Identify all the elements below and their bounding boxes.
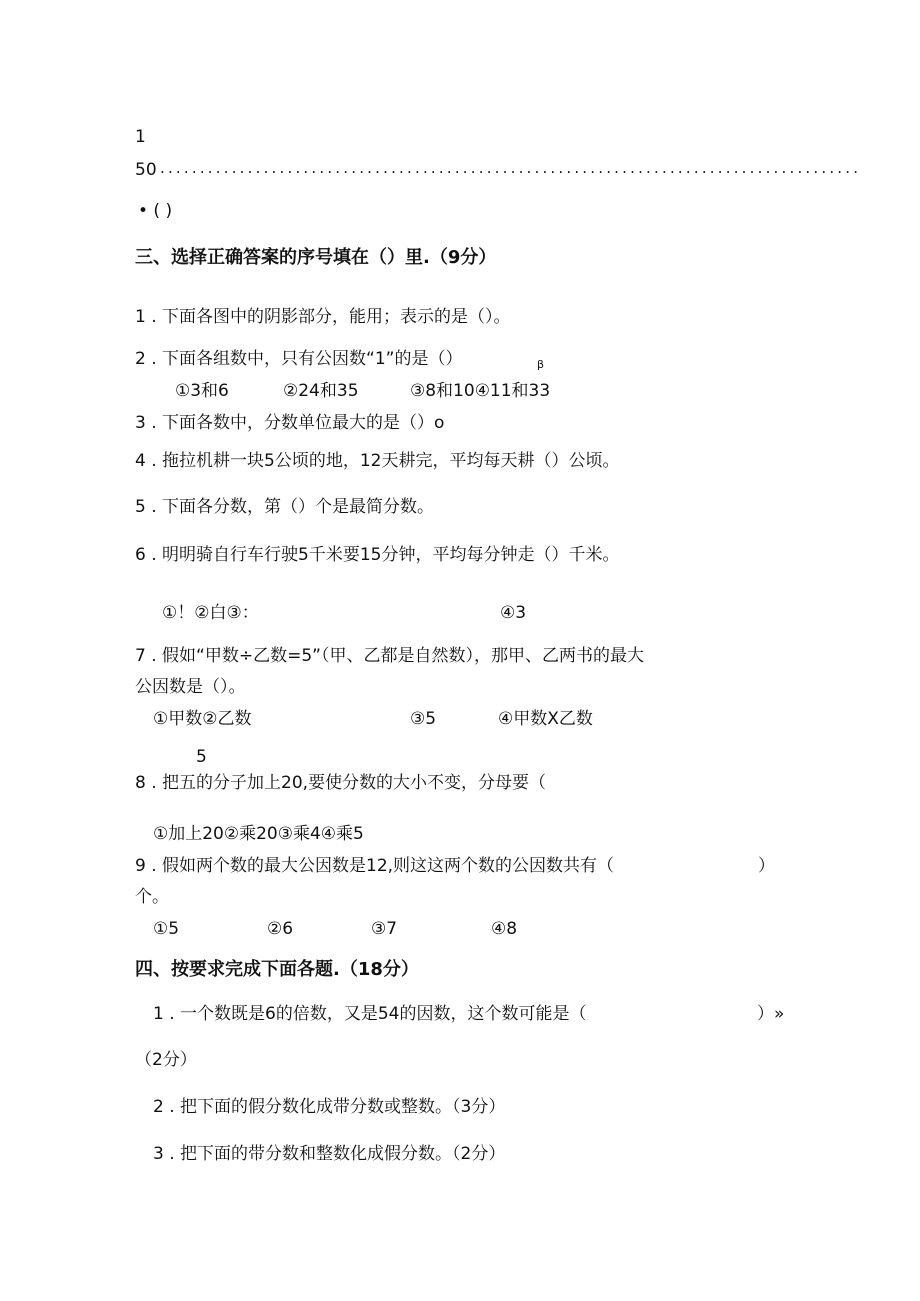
question-3-9-option-3: ③7 xyxy=(371,919,398,939)
question-4-1-end: ）» xyxy=(757,1004,785,1024)
question-3-9-cont: 个。 xyxy=(135,887,169,907)
question-3-9-option-2: ②6 xyxy=(267,919,294,939)
question-3-9-option-4: ④8 xyxy=(491,919,518,939)
question-3-4: 4 . 拖拉机耕一块5公顷的地，12天耕完，平均每天耕（）公顷。 xyxy=(135,451,620,471)
dotted-leader: ........................................................................................ xyxy=(160,159,862,177)
question-3-2-mark: β xyxy=(537,358,545,371)
question-3-3: 3 . 下面各数中，分数单位最大的是（）o xyxy=(135,413,445,433)
question-3-9: 9 . 假如两个数的最大公因数是12,则这这两个数的公因数共有（ xyxy=(135,856,615,876)
question-3-6-option-2: ④3 xyxy=(500,603,527,623)
question-3-2: 2 . 下面各组数中，只有公因数“1”的是（） xyxy=(135,349,463,369)
section-3-title: 三、选择正确答案的序号填在（）里.（9分） xyxy=(135,247,497,268)
question-3-2-option-2: ②24和35 xyxy=(283,381,359,401)
answer-blank: • ( ) xyxy=(138,201,173,221)
section-4-title: 四、按要求完成下面各题.（18分） xyxy=(135,959,419,980)
question-3-7-cont: 公因数是（）。 xyxy=(135,677,246,697)
question-3-6: 6 . 明明骑自行车行驶5千米要15分钟，平均每分钟走（）千米。 xyxy=(135,545,620,565)
question-3-7-option-1: ①甲数②乙数 xyxy=(153,709,252,729)
question-3-2-option-3: ③8和10④11和33 xyxy=(410,381,551,401)
question-3-2-option-1: ①3和6 xyxy=(175,381,229,401)
question-3-6-option-1: ①！②白③： xyxy=(162,603,259,623)
fraction-denominator: 50 xyxy=(135,160,157,180)
fraction-numerator: 1 xyxy=(135,127,146,147)
question-3-7: 7 . 假如“甲数÷乙数=5”（甲、乙都是自然数），那甲、乙两书的最大 xyxy=(135,646,644,666)
question-3-5: 5 . 下面各分数，第（）个是最简分数。 xyxy=(135,497,435,517)
question-4-2: 2 . 把下面的假分数化成带分数或整数。（3分） xyxy=(153,1097,506,1117)
question-3-8-options: ①加上20②乘20③乘4④乘5 xyxy=(153,824,364,844)
question-3-9-option-1: ①5 xyxy=(153,919,180,939)
question-4-1: 1 . 一个数既是6的倍数，又是54的因数，这个数可能是（ xyxy=(153,1004,587,1024)
question-3-7-option-2: ③5 xyxy=(410,709,437,729)
question-3-7-option-3: ④甲数X乙数 xyxy=(498,709,593,729)
question-3-9-paren: ） xyxy=(758,856,775,876)
question-3-1: 1 . 下面各图中的阴影部分，能用；表示的是（）。 xyxy=(135,307,511,327)
question-4-3: 3 . 把下面的带分数和整数化成假分数。（2分） xyxy=(153,1144,506,1164)
question-3-7-fragment: 5 xyxy=(196,747,207,767)
question-4-1-score: （2分） xyxy=(135,1050,197,1070)
question-3-8: 8 . 把五的分子加上20,要使分数的大小不变，分母要（ xyxy=(135,773,547,793)
